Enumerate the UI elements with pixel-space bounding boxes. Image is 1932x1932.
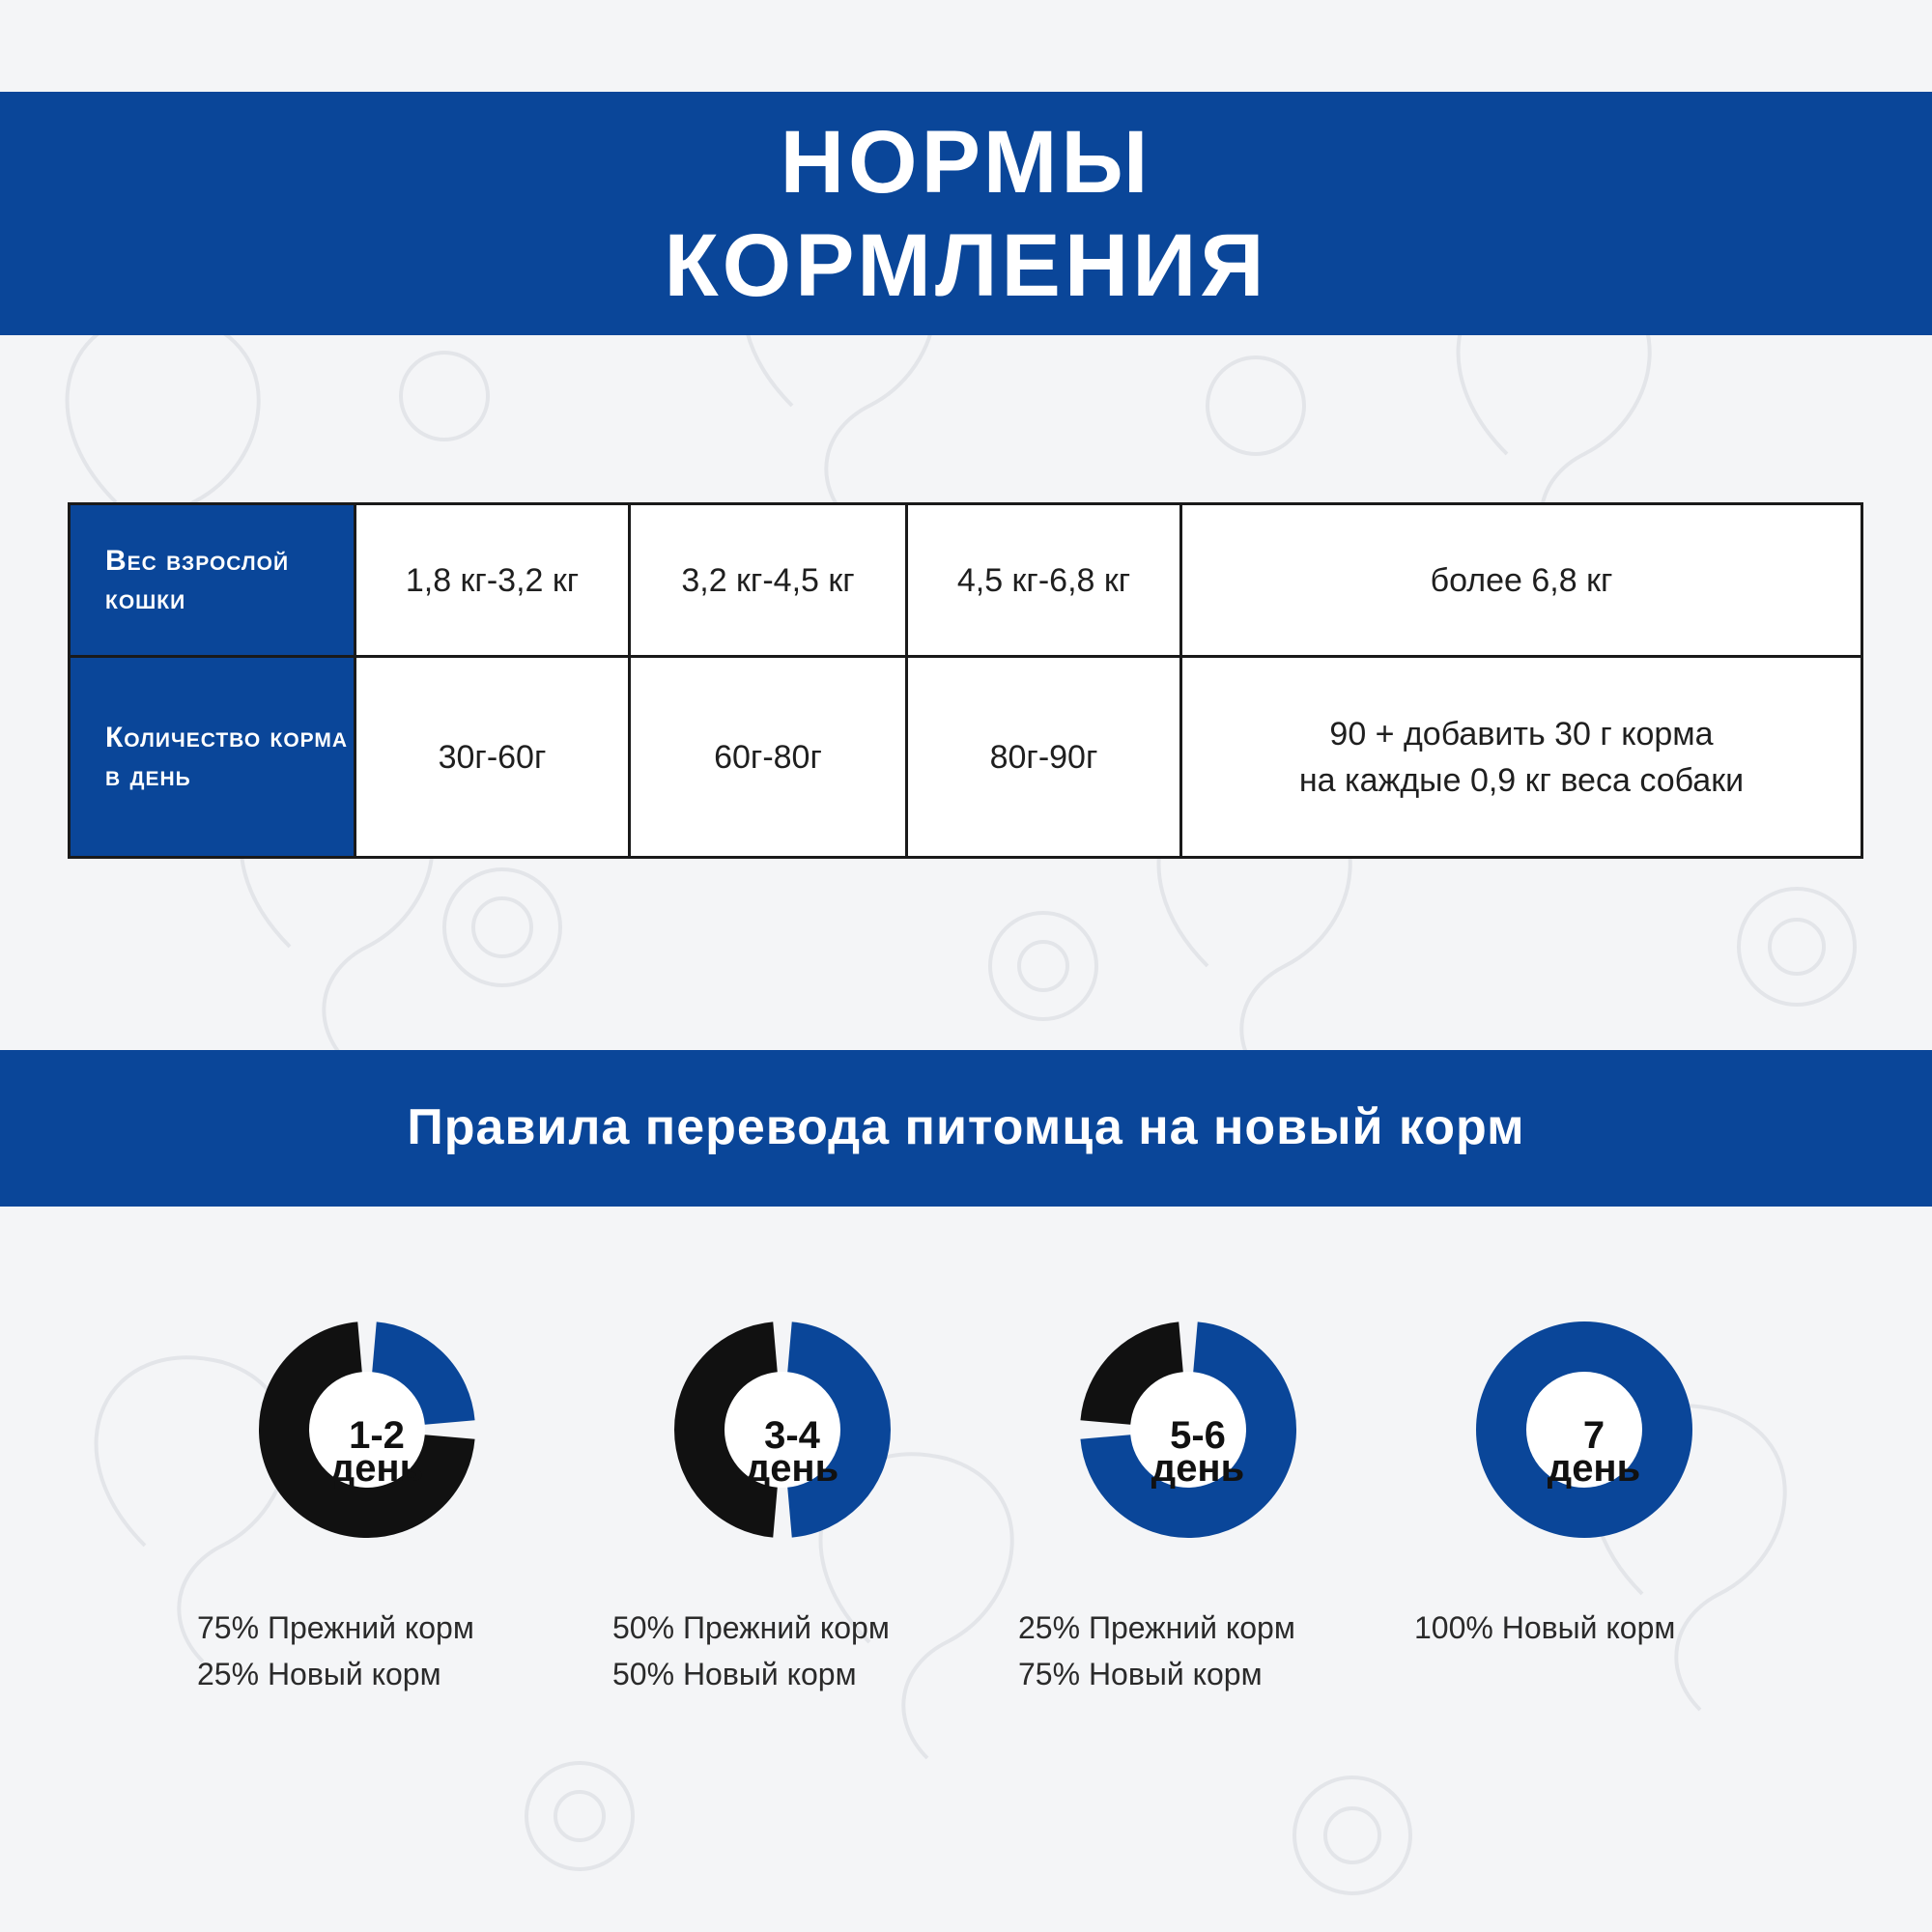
stage-days: 7 — [1582, 1414, 1605, 1457]
table-row-weight — [70, 504, 1862, 657]
weight-cell: 3,2 кг-4,5 кг — [630, 504, 907, 657]
stage-days: 1-2 — [349, 1414, 405, 1457]
stage-unit: день — [1151, 1447, 1245, 1490]
stage-caption-new: 25% Новый корм — [197, 1657, 441, 1691]
stage-unit: день — [1547, 1447, 1641, 1490]
amount-cell: 30г-60г — [355, 657, 630, 858]
page-title-line-2: КОРМЛЕНИЯ — [664, 216, 1268, 315]
stage-caption-new: 75% Новый корм — [1018, 1657, 1263, 1691]
amount-cell: 80г-90г — [907, 657, 1181, 858]
feeding-table — [68, 502, 1863, 859]
table-row-amount — [70, 657, 1862, 858]
stage-card — [193, 1256, 560, 1700]
page-title-line-1: НОРМЫ — [780, 113, 1152, 212]
stage-caption-old: 50% Прежний корм — [612, 1610, 890, 1645]
weight-cell: более 6,8 кг — [1181, 504, 1862, 657]
amount-last-line-2: на каждые 0,9 кг веса собаки — [1298, 761, 1745, 799]
row-header-weight: Вес взрослой кошки — [70, 504, 355, 657]
stage-unit: день — [745, 1447, 839, 1490]
stage-caption-old: 75% Прежний корм — [197, 1610, 474, 1645]
weight-cell: 4,5 кг-6,8 кг — [907, 504, 1181, 657]
row-header-amount: Количество корма в день — [70, 657, 355, 858]
stage-unit: день — [329, 1447, 424, 1490]
amount-last-line-1: 90 + добавить 30 г корма — [1329, 715, 1714, 753]
stage-caption-old: 100% Новый корм — [1414, 1610, 1676, 1645]
stage-caption-old: 25% Прежний корм — [1018, 1610, 1295, 1645]
stage-caption-new: 50% Новый корм — [612, 1657, 857, 1691]
stage-days: 3-4 — [764, 1414, 820, 1457]
amount-cell: 60г-80г — [630, 657, 907, 858]
rules-title: Правила перевода питомца на новый корм — [407, 1099, 1525, 1155]
amount-cell-last — [1181, 657, 1862, 858]
stage-days: 5-6 — [1170, 1414, 1226, 1457]
stage-card — [1410, 1256, 1777, 1700]
weight-cell: 1,8 кг-3,2 кг — [355, 504, 630, 657]
stage-card — [1014, 1256, 1381, 1700]
stage-card — [609, 1256, 976, 1700]
